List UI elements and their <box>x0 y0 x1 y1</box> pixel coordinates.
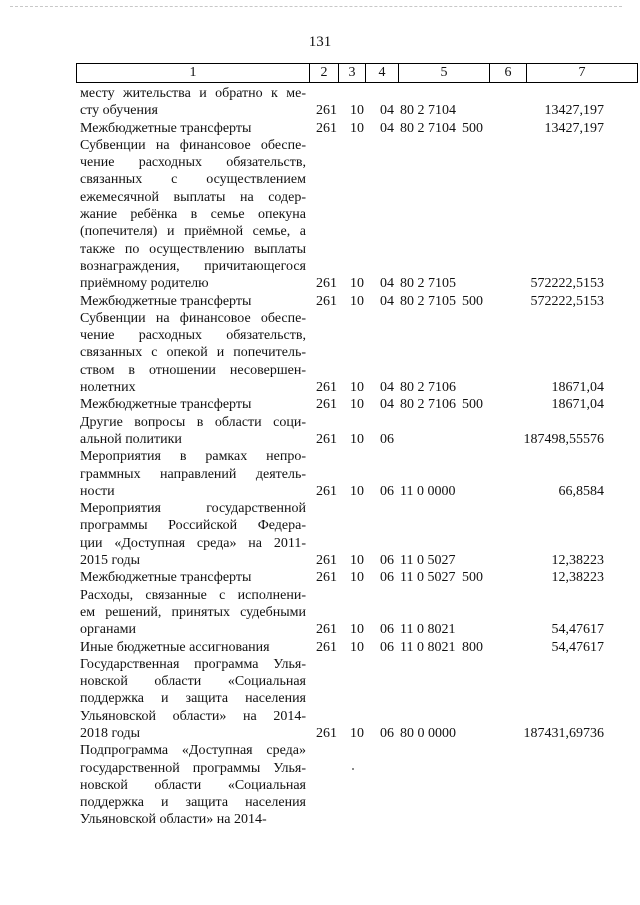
description-line: ежемесячной выплаты на содер- <box>80 189 306 205</box>
description-line: нолетних <box>80 380 136 396</box>
budget-table-body <box>0 85 640 829</box>
header-cell-6: 6 <box>490 64 527 83</box>
code-grbs: 261 <box>316 725 337 741</box>
description-line: Другие вопросы в области соци- <box>80 414 306 430</box>
row-codes <box>306 742 626 828</box>
row-description <box>80 448 306 500</box>
header-row <box>77 64 638 83</box>
scan-speck <box>352 768 354 770</box>
code-target: 80 2 7105 <box>400 276 456 292</box>
code-subsection: 06 <box>380 431 394 447</box>
table-row <box>0 137 640 293</box>
code-target: 11 0 8021 <box>400 639 456 655</box>
code-expense-type: 500 <box>462 570 483 586</box>
table-row <box>0 120 640 137</box>
table-row <box>0 500 640 569</box>
description-line: чение расходных обязательств, <box>80 328 306 344</box>
description-line: государственной программы Улья- <box>80 760 306 776</box>
code-section: 10 <box>350 639 364 655</box>
description-line: чение расходных обязательств, <box>80 155 306 171</box>
code-subsection: 04 <box>380 103 394 119</box>
code-subsection: 06 <box>380 553 394 569</box>
code-subsection: 04 <box>380 293 394 309</box>
amount: 572222,5153 <box>530 293 604 309</box>
row-description <box>80 639 306 656</box>
page-number: 131 <box>308 34 332 50</box>
table-row <box>0 656 640 742</box>
row-codes <box>306 137 626 293</box>
row-codes <box>306 293 626 310</box>
code-expense-type: 500 <box>462 293 483 309</box>
header-cell-7: 7 <box>527 64 638 83</box>
header-cell-2: 2 <box>310 64 339 83</box>
row-description <box>80 414 306 449</box>
amount: 54,47617 <box>551 639 604 655</box>
code-section: 10 <box>350 483 364 499</box>
code-expense-type: 800 <box>462 639 483 655</box>
code-subsection: 04 <box>380 380 394 396</box>
row-description <box>80 137 306 293</box>
description-line: связанных с осуществлением <box>80 172 306 188</box>
code-grbs: 261 <box>316 622 337 638</box>
description-line: 2015 годы <box>80 553 141 569</box>
description-line: Межбюджетные трансферты <box>80 397 252 413</box>
amount: 18671,04 <box>551 380 604 396</box>
amount: 187498,55576 <box>523 431 604 447</box>
code-subsection: 06 <box>380 622 394 638</box>
code-section: 10 <box>350 570 364 586</box>
code-subsection: 06 <box>380 570 394 586</box>
code-subsection: 06 <box>380 725 394 741</box>
description-line: альной политики <box>80 431 182 447</box>
code-grbs: 261 <box>316 380 337 396</box>
description-line: Мероприятия в рамках непро- <box>80 449 306 465</box>
column-header-table <box>76 63 638 83</box>
description-line: сту обучения <box>80 103 158 119</box>
code-grbs: 261 <box>316 431 337 447</box>
description-line: вознаграждения, причитающегося <box>80 258 306 274</box>
description-line: Ульяновской области» на 2014- <box>80 812 267 828</box>
code-target: 11 0 5027 <box>400 570 456 586</box>
description-line: Ульяновской области» на 2014- <box>80 708 306 724</box>
description-line: Расходы, связанные с исполнени- <box>80 587 306 603</box>
description-line: жание ребёнка в семье опекуна <box>80 207 306 223</box>
description-line: поддержка и защита населения <box>80 691 306 707</box>
code-target: 80 2 7106 <box>400 397 456 413</box>
description-line: Подпрограмма «Доступная среда» <box>80 743 306 759</box>
row-description <box>80 656 306 742</box>
amount: 187431,69736 <box>523 725 604 741</box>
table-row <box>0 293 640 310</box>
description-line: граммных направлений деятель- <box>80 466 306 482</box>
code-section: 10 <box>350 553 364 569</box>
description-line: Субвенции на финансовое обеспе- <box>80 137 306 153</box>
code-section: 10 <box>350 622 364 638</box>
amount: 54,47617 <box>551 622 604 638</box>
code-target: 11 0 5027 <box>400 553 456 569</box>
code-grbs: 261 <box>316 553 337 569</box>
row-description <box>80 569 306 586</box>
code-target: 80 2 7106 <box>400 380 456 396</box>
code-subsection: 06 <box>380 639 394 655</box>
amount: 572222,5153 <box>530 276 604 292</box>
row-codes <box>306 85 626 120</box>
code-target: 11 0 8021 <box>400 622 456 638</box>
description-line: поддержка и защита населения <box>80 795 306 811</box>
description-line: Межбюджетные трансферты <box>80 293 252 309</box>
code-section: 10 <box>350 103 364 119</box>
description-line: приёмному родителю <box>80 276 209 292</box>
row-codes <box>306 656 626 742</box>
header-cell-3: 3 <box>339 64 366 83</box>
row-codes <box>306 396 626 413</box>
code-subsection: 04 <box>380 276 394 292</box>
table-row <box>0 310 640 396</box>
row-description <box>80 120 306 137</box>
row-description <box>80 500 306 569</box>
scan-edge-line <box>10 6 622 7</box>
description-line: Межбюджетные трансферты <box>80 120 252 136</box>
code-expense-type: 500 <box>462 397 483 413</box>
code-grbs: 261 <box>316 103 337 119</box>
code-section: 10 <box>350 725 364 741</box>
row-description <box>80 310 306 396</box>
row-codes <box>306 500 626 569</box>
description-line: Иные бюджетные ассигнования <box>80 639 270 655</box>
row-description <box>80 85 306 120</box>
code-grbs: 261 <box>316 120 337 136</box>
code-section: 10 <box>350 120 364 136</box>
code-grbs: 261 <box>316 483 337 499</box>
row-description <box>80 742 306 828</box>
description-line: Субвенции на финансовое обеспе- <box>80 310 306 326</box>
amount: 13427,197 <box>544 103 604 119</box>
code-grbs: 261 <box>316 639 337 655</box>
code-subsection: 04 <box>380 397 394 413</box>
code-grbs: 261 <box>316 570 337 586</box>
description-line: (попечителя) и приёмной семье, а <box>80 224 306 240</box>
row-codes <box>306 587 626 639</box>
code-expense-type: 500 <box>462 120 483 136</box>
amount: 66,8584 <box>558 483 604 499</box>
row-description <box>80 396 306 413</box>
code-section: 10 <box>350 276 364 292</box>
description-line: также по осуществлению выплаты <box>80 241 306 257</box>
header-cell-4: 4 <box>366 64 399 83</box>
table-row <box>0 448 640 500</box>
amount: 12,38223 <box>551 570 604 586</box>
code-grbs: 261 <box>316 293 337 309</box>
description-line: новской области «Социальная <box>80 674 306 690</box>
row-description <box>80 293 306 310</box>
table-row <box>0 639 640 656</box>
description-line: ством в отношении несовершен- <box>80 362 306 378</box>
table-row <box>0 742 640 828</box>
description-line: ции «Доступная среда» на 2011- <box>80 535 306 551</box>
row-codes <box>306 569 626 586</box>
description-line: Государственная программа Улья- <box>80 656 306 672</box>
amount: 13427,197 <box>544 120 604 136</box>
amount: 12,38223 <box>551 553 604 569</box>
code-section: 10 <box>350 397 364 413</box>
row-codes <box>306 639 626 656</box>
row-codes <box>306 120 626 137</box>
row-description <box>80 587 306 639</box>
table-row <box>0 414 640 449</box>
amount: 18671,04 <box>551 397 604 413</box>
description-line: Мероприятия государственной <box>80 501 306 517</box>
header-cell-1: 1 <box>77 64 310 83</box>
code-subsection: 06 <box>380 483 394 499</box>
code-section: 10 <box>350 293 364 309</box>
header-cell-5: 5 <box>399 64 490 83</box>
description-line: ности <box>80 483 115 499</box>
code-target: 80 2 7104 <box>400 120 456 136</box>
code-grbs: 261 <box>316 276 337 292</box>
code-target: 80 0 0000 <box>400 725 456 741</box>
code-section: 10 <box>350 380 364 396</box>
code-target: 80 2 7104 <box>400 103 456 119</box>
table-row <box>0 85 640 120</box>
description-line: новской области «Социальная <box>80 777 306 793</box>
description-line: Межбюджетные трансферты <box>80 570 252 586</box>
description-line: месту жительства и обратно к ме- <box>80 86 306 101</box>
description-line: ем решений, принятых судебными <box>80 604 306 620</box>
row-codes <box>306 310 626 396</box>
table-row <box>0 396 640 413</box>
code-section: 10 <box>350 431 364 447</box>
description-line: 2018 годы <box>80 725 141 741</box>
code-grbs: 261 <box>316 397 337 413</box>
table-row <box>0 587 640 639</box>
table-row <box>0 569 640 586</box>
code-target: 11 0 0000 <box>400 483 456 499</box>
description-line: связанных с опекой и попечитель- <box>80 345 306 361</box>
description-line: программы Российской Федера- <box>80 518 306 534</box>
row-codes <box>306 448 626 500</box>
description-line: органами <box>80 622 137 638</box>
code-subsection: 04 <box>380 120 394 136</box>
row-codes <box>306 414 626 449</box>
code-target: 80 2 7105 <box>400 293 456 309</box>
